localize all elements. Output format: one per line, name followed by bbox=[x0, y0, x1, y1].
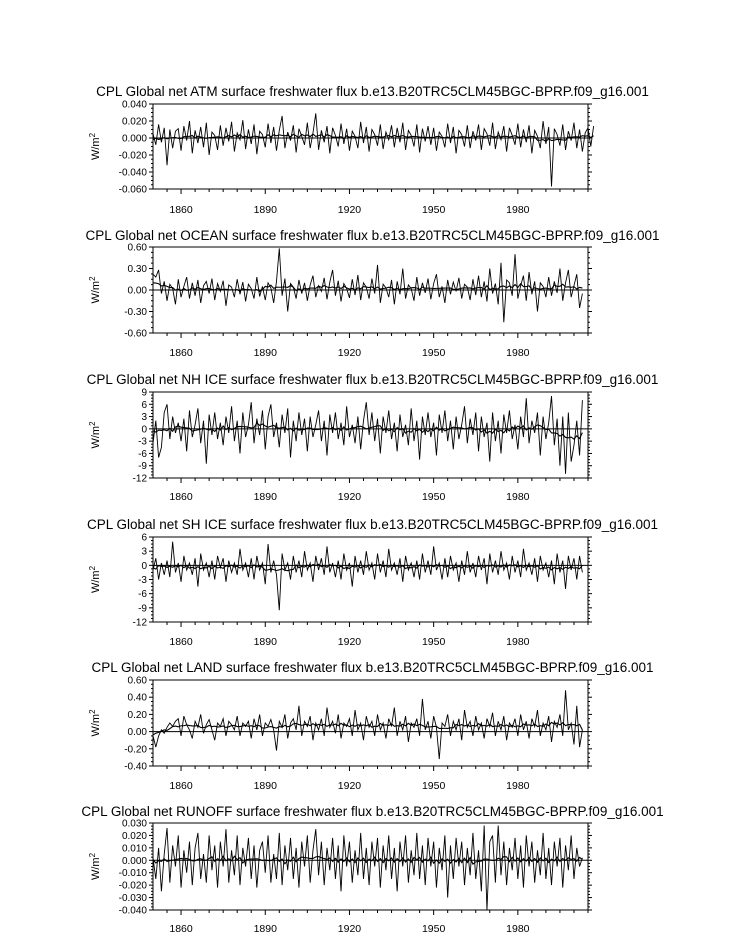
x-tick-label: 1890 bbox=[253, 636, 277, 648]
y-tick-label: 0.60 bbox=[127, 675, 147, 687]
x-tick-label: 1890 bbox=[253, 491, 277, 503]
y-tick-label: -0.60 bbox=[124, 328, 147, 340]
series-annual-line bbox=[153, 113, 594, 186]
y-tick-label: -9 bbox=[138, 603, 147, 615]
y-axis-label-unit: W/m bbox=[90, 570, 102, 594]
y-axis-label bbox=[88, 565, 102, 593]
y-tick-label: -3 bbox=[138, 436, 147, 448]
x-tick-label: 1980 bbox=[506, 347, 530, 359]
y-axis-label-power: 2 bbox=[88, 565, 97, 571]
y-axis-label bbox=[88, 276, 102, 304]
x-tick-label: 1860 bbox=[169, 923, 193, 935]
y-axis-label bbox=[88, 132, 102, 160]
series-annual-line bbox=[153, 825, 582, 910]
plot-frame bbox=[153, 680, 588, 766]
chart-title: CPL Global net RUNOFF surface freshwater flux b.e13.B20TRC5CLM45BGC-BPRP.f09_g16.001 bbox=[81, 804, 664, 819]
y-axis-label bbox=[88, 709, 102, 737]
y-tick-label: 0.040 bbox=[121, 99, 147, 111]
y-tick-label: -6 bbox=[138, 589, 147, 601]
chart-panel-1 bbox=[88, 84, 649, 216]
y-tick-label: 0.00 bbox=[127, 727, 147, 739]
x-tick-label: 1950 bbox=[421, 780, 446, 792]
x-tick-label: 1950 bbox=[421, 923, 446, 935]
chart-title: CPL Global net ATM surface freshwater flux b.e13.B20TRC5CLM45BGC-BPRP.f09_g16.001 bbox=[96, 84, 649, 99]
x-tick-label: 1920 bbox=[337, 636, 362, 648]
y-tick-label: 0.030 bbox=[121, 818, 147, 830]
y-tick-label: -0.30 bbox=[124, 307, 147, 318]
x-tick-label: 1860 bbox=[169, 636, 193, 648]
y-tick-label: 3 bbox=[141, 412, 147, 424]
x-tick-label: 1890 bbox=[253, 347, 277, 359]
y-tick-label: -0.020 bbox=[118, 150, 147, 162]
y-tick-label: -0.40 bbox=[124, 761, 147, 773]
y-tick-label: -6 bbox=[138, 448, 147, 460]
x-tick-label: 1920 bbox=[337, 780, 362, 792]
y-tick-label: 0.60 bbox=[127, 242, 147, 254]
x-tick-label: 1980 bbox=[506, 923, 530, 935]
x-tick-label: 1980 bbox=[506, 491, 530, 503]
y-tick-label: 0.020 bbox=[121, 830, 147, 842]
y-axis-label-power: 2 bbox=[88, 421, 97, 426]
x-tick-label: 1920 bbox=[337, 491, 362, 503]
x-tick-label: 1920 bbox=[337, 204, 362, 216]
y-tick-label: 0.20 bbox=[127, 709, 147, 721]
y-tick-label: 0 bbox=[141, 424, 147, 436]
y-axis-label-power: 2 bbox=[88, 132, 97, 138]
x-tick-label: 1950 bbox=[421, 204, 446, 216]
series-annual-line bbox=[153, 396, 582, 474]
chart-title: CPL Global net LAND surface freshwater flux b.e13.B20TRC5CLM45BGC-BPRP.f09_g16.001 bbox=[91, 660, 654, 675]
y-tick-label: -12 bbox=[132, 617, 147, 629]
x-tick-label: 1860 bbox=[169, 347, 193, 359]
y-tick-label: 0.40 bbox=[127, 692, 147, 704]
x-tick-label: 1890 bbox=[253, 204, 277, 216]
y-tick-label: -0.20 bbox=[124, 744, 147, 756]
y-tick-label: 6 bbox=[141, 532, 147, 544]
y-axis-label-unit: W/m bbox=[90, 713, 102, 737]
x-tick-label: 1980 bbox=[506, 636, 530, 648]
y-axis-label-unit: W/m bbox=[90, 280, 102, 304]
y-axis-label-power: 2 bbox=[88, 276, 97, 281]
y-axis-label bbox=[88, 421, 102, 449]
y-tick-label: -3 bbox=[138, 575, 147, 586]
plot-frame bbox=[153, 537, 588, 622]
y-tick-label: 0.000 bbox=[121, 133, 147, 145]
y-axis-label-power: 2 bbox=[88, 709, 97, 714]
chart-title: CPL Global net SH ICE surface freshwater flux b.e13.B20TRC5CLM45BGC-BPRP.f09_g16.001 bbox=[86, 517, 659, 532]
y-tick-label: -0.020 bbox=[118, 880, 147, 892]
x-tick-label: 1980 bbox=[506, 204, 530, 216]
y-axis-label-power: 2 bbox=[88, 852, 97, 858]
y-tick-label: -0.060 bbox=[118, 184, 147, 196]
y-tick-label: 3 bbox=[141, 546, 147, 558]
y-tick-label: 0.000 bbox=[121, 855, 147, 867]
chart-panel-3 bbox=[87, 372, 659, 503]
x-tick-label: 1950 bbox=[421, 636, 446, 648]
y-tick-label: -12 bbox=[132, 473, 147, 485]
y-tick-label: 0.30 bbox=[127, 264, 147, 275]
y-tick-label: 6 bbox=[141, 399, 147, 411]
chart-panel-5 bbox=[88, 660, 654, 792]
chart-panel-6 bbox=[81, 804, 663, 935]
y-tick-label: 9 bbox=[141, 387, 147, 399]
y-tick-label: 0.010 bbox=[121, 843, 147, 855]
y-tick-label: 0 bbox=[141, 560, 147, 572]
chart-panel-4 bbox=[87, 517, 658, 648]
x-tick-label: 1950 bbox=[421, 347, 446, 359]
y-tick-label: -0.010 bbox=[118, 868, 147, 880]
y-axis-label-unit: W/m bbox=[90, 857, 102, 881]
y-tick-label: -9 bbox=[138, 461, 147, 473]
y-tick-label: 0.020 bbox=[121, 116, 147, 128]
series-annual-line bbox=[153, 542, 582, 610]
y-axis-label-unit: W/m bbox=[90, 425, 102, 449]
x-tick-label: 1860 bbox=[169, 491, 193, 503]
y-tick-label: -0.040 bbox=[118, 905, 147, 917]
y-axis-label bbox=[88, 852, 102, 880]
x-tick-label: 1860 bbox=[169, 204, 193, 216]
x-tick-label: 1950 bbox=[421, 491, 446, 503]
y-axis-label-unit: W/m bbox=[90, 137, 102, 161]
x-tick-label: 1860 bbox=[169, 780, 193, 792]
series-annual-line bbox=[153, 248, 582, 322]
y-tick-label: -0.040 bbox=[118, 167, 147, 179]
x-tick-label: 1920 bbox=[337, 923, 362, 935]
x-tick-label: 1890 bbox=[253, 923, 277, 935]
y-tick-label: 0.00 bbox=[127, 285, 147, 297]
x-tick-label: 1890 bbox=[253, 780, 277, 792]
chart-title: CPL Global net NH ICE surface freshwater flux b.e13.B20TRC5CLM45BGC-BPRP.f09_g16.001 bbox=[86, 372, 659, 387]
x-tick-label: 1920 bbox=[337, 347, 362, 359]
chart-title: CPL Global net OCEAN surface freshwater flux b.e13.B20TRC5CLM45BGC-BPRP.f09_g16.001 bbox=[85, 228, 660, 243]
x-tick-label: 1980 bbox=[506, 780, 530, 792]
chart-panel-2 bbox=[85, 228, 659, 359]
y-tick-label: -0.030 bbox=[118, 893, 147, 905]
